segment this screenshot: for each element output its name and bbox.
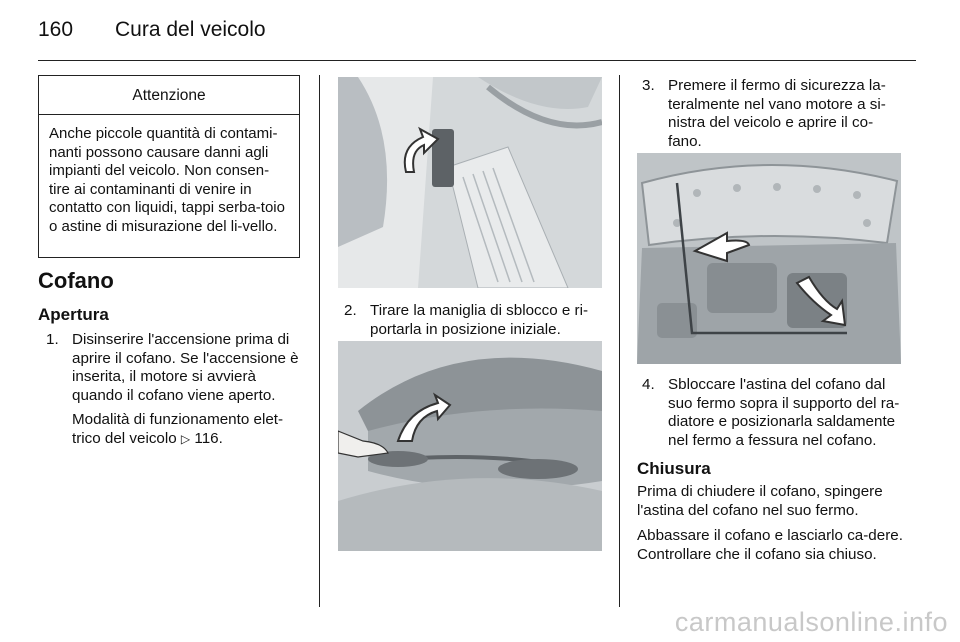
step-text: Sbloccare l'astina del cofano dal suo fermo sopra il supporto del ra-diatore e posizionarla saldamente nel fermo a fessura nel cofano. [668, 376, 900, 449]
warning-title: Attenzione [39, 76, 299, 115]
subtitle-opening: Apertura [38, 305, 109, 324]
arrow-ref-icon: ▷ [180, 431, 191, 446]
step-number: 3. [642, 77, 655, 94]
step-text: Disinserire l'accensione prima di aprire il cofano. Se l'accensione è inserita, il motore si avvierà quando il cofano viene aperto. [72, 331, 299, 404]
warning-body: Anche piccole quantità di contami-nanti possono causare danni agli impianti del veicolo. Non consen-tire ai contaminanti di venire in contatto con liquidi, tappi serba-toio o astine di misurazione del li-vello. [49, 125, 285, 235]
section-title: Cofano [38, 268, 114, 293]
step-1-note [72, 411, 310, 448]
page-number: 160 [38, 18, 74, 41]
page-header [38, 18, 266, 48]
note-page-ref: 116. [194, 429, 223, 447]
note-text: Modalità di funzionamento elet-trico del veicolo [72, 411, 284, 447]
step-1 [46, 331, 310, 405]
header-divider [38, 60, 916, 61]
page-title: Cura del veicolo [115, 18, 266, 41]
column-divider-left [319, 75, 320, 607]
watermark: carmanualsonline.info [674, 607, 948, 637]
step-4 [642, 376, 904, 450]
step-3-block [642, 77, 904, 151]
step-text: Tirare la maniglia di sblocco e ri-portarla in posizione iniziale. [370, 302, 589, 338]
figure-engine-bay [637, 153, 901, 364]
column-divider-right [619, 75, 620, 607]
step-1-block [46, 331, 310, 448]
step-4-block [642, 376, 904, 450]
closing-paragraphs [637, 483, 905, 564]
figure-hood-front [338, 341, 602, 551]
closing-paragraph-2: Abbassare il cofano e lasciarlo ca-dere. Controllare che il cofano sia chiuso. [637, 527, 903, 563]
figure-release-handle [338, 77, 602, 288]
subtitle-closing: Chiusura [637, 459, 711, 478]
step-2 [344, 302, 606, 339]
step-number: 1. [46, 331, 59, 348]
step-3 [642, 77, 904, 151]
closing-paragraph-1: Prima di chiudere il cofano, spingere l'astina del cofano nel suo fermo. [637, 483, 883, 519]
warning-box [38, 75, 300, 258]
step-number: 4. [642, 376, 655, 393]
step-number: 2. [344, 302, 357, 319]
step-text: Premere il fermo di sicurezza la-teralmente nel vano motore a si-nistra del veicolo e aprire il co-fano. [668, 77, 886, 150]
step-2-block [344, 302, 606, 339]
